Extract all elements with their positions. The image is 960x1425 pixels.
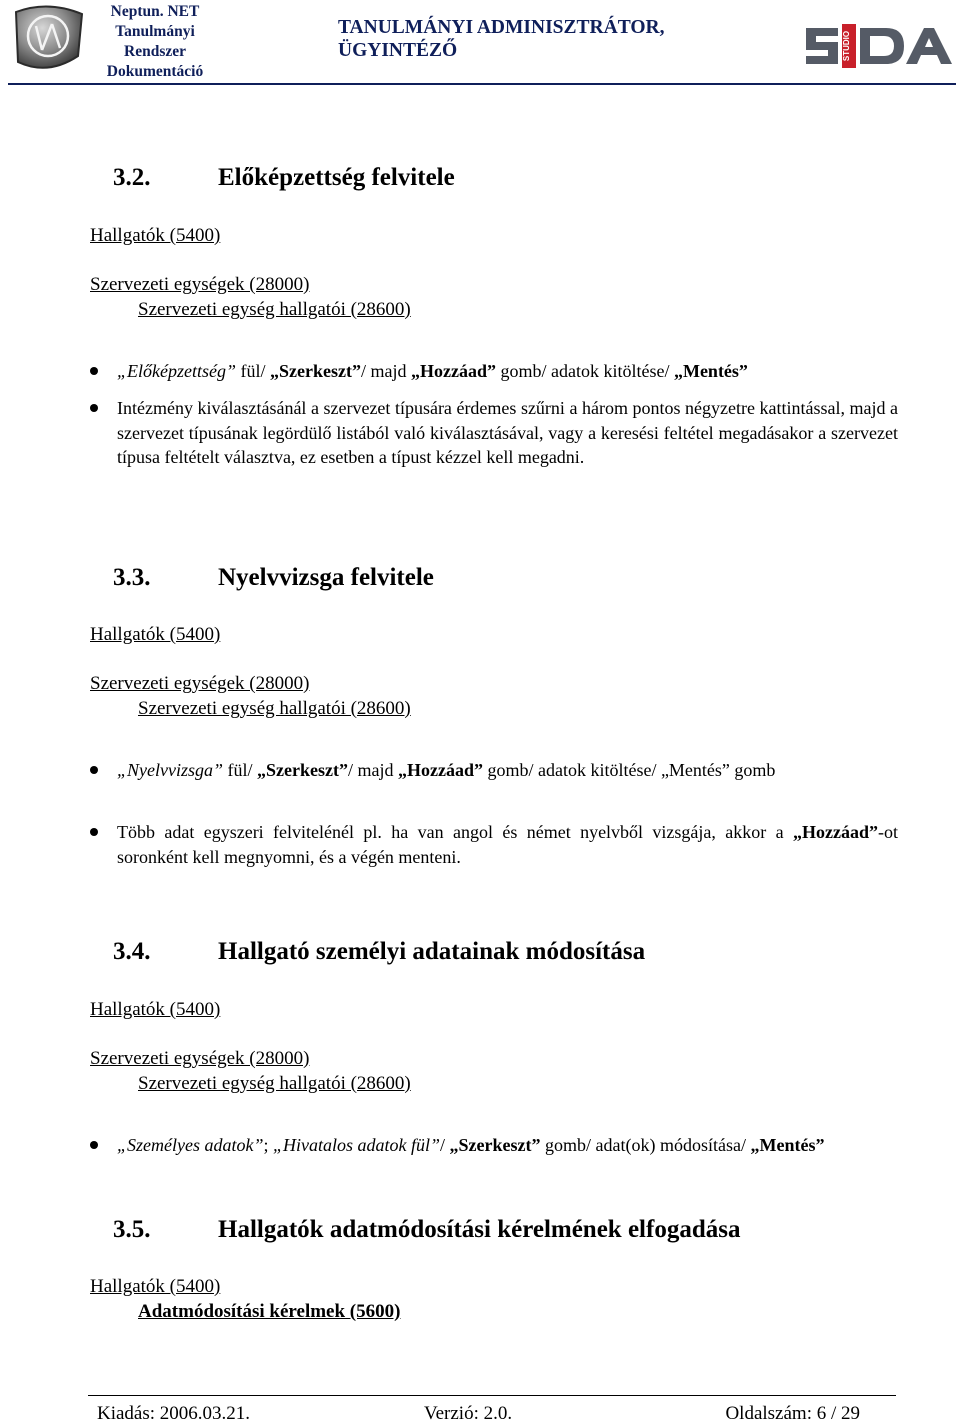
text-run: gomb/ adat(ok) módosítása/ <box>540 1135 751 1155</box>
list-item <box>90 359 898 384</box>
section-title: Előképzettség felvitele <box>218 164 455 191</box>
footer-issue-date: Kiadás: 2006.03.21. <box>97 1403 251 1424</box>
bullet-text <box>117 1133 898 1158</box>
nav-link-hallgatok[interactable]: Hallgatók (5400) <box>90 1276 221 1297</box>
nav-link-adatmodositasi-kerelmek[interactable]: Adatmódosítási kérelmek (5600) <box>138 1301 401 1322</box>
button-reference: „Szerkeszt” <box>449 1135 541 1155</box>
doc-title-line: Neptun. NET <box>110 3 200 20</box>
text-run: / majd <box>360 361 411 381</box>
nav-link-szervezeti-egysegek[interactable]: Szervezeti egységek (28000) <box>90 673 310 694</box>
bullet-icon <box>90 1141 98 1149</box>
button-reference: „Hozzáad” <box>793 822 878 842</box>
bullet-icon <box>90 367 98 375</box>
page-header <box>0 0 960 86</box>
bullet-text: Intézmény kiválasztásánál a szervezet típusára érdemes szűrni a három pontos négyzetre kattintással, majd a szervezet típusának legördülő listából való kiválasztásával, vagy a keresési feltétel megadásakor a szervezet típusa feltételt választva, ez esetben a típust kézzel kell megadni. <box>117 398 898 467</box>
section-number: 3.5. <box>113 1216 151 1243</box>
section-title: Hallgatók adatmódosítási kérelmének elfogadása <box>218 1216 741 1243</box>
list-item <box>90 396 898 470</box>
nav-link-szervezeti-egysegek[interactable]: Szervezeti egységek (28000) <box>90 1048 310 1069</box>
tab-reference: „Nyelvvizsga” <box>117 760 223 780</box>
text-run: / <box>440 1135 450 1155</box>
doc-title-line: Dokumentáció <box>106 63 204 80</box>
text-run: gomb/ adatok kitöltése/ „Mentés” gomb <box>482 760 776 780</box>
button-reference: „Hozzáad” <box>397 760 483 780</box>
nav-link-hallgatok[interactable]: Hallgatók (5400) <box>90 225 221 246</box>
bullet-icon <box>90 766 98 774</box>
text-run: gomb/ adatok kitöltése/ <box>495 361 674 381</box>
footer-page-number: Oldalszám: 6 / 29 <box>725 1403 860 1424</box>
list-item <box>90 1133 898 1158</box>
neptun-logo-icon <box>8 4 88 74</box>
bullet-text <box>117 820 898 869</box>
list-item <box>90 758 898 783</box>
section-heading <box>113 163 455 193</box>
nav-link-szervezeti-egyseg-hallgatoi[interactable]: Szervezeti egység hallgatói (28600) <box>138 698 411 719</box>
section-heading <box>113 563 434 593</box>
document-title <box>96 2 214 82</box>
nav-link-szervezeti-egysegek[interactable]: Szervezeti egységek (28000) <box>90 274 310 295</box>
button-reference: „Mentés” <box>673 361 748 381</box>
section-heading <box>113 937 645 967</box>
tab-reference: „Előképzettség” <box>117 361 236 381</box>
header-divider <box>8 83 956 85</box>
section-heading <box>113 1215 740 1245</box>
role-title-line: ÜGYINTÉZŐ <box>338 40 458 61</box>
nav-link-szervezeti-egyseg-hallgatoi[interactable]: Szervezeti egység hallgatói (28600) <box>138 299 411 320</box>
footer-version: Verzió: 2.0. <box>424 1403 513 1424</box>
bullet-icon <box>90 828 98 836</box>
button-reference: „Mentés” <box>750 1135 825 1155</box>
text-run: Több adat egyszeri felvitelénél pl. ha van angol és német nyelvből vizsgája, akkor a <box>117 822 793 842</box>
nav-link-hallgatok[interactable]: Hallgatók (5400) <box>90 999 221 1020</box>
doc-title-line: Rendszer <box>124 43 186 60</box>
tab-reference: „Személyes adatok” <box>117 1135 264 1155</box>
bullet-text <box>117 758 898 783</box>
sda-studio-logo-icon <box>800 14 958 76</box>
text-run: / majd <box>347 760 398 780</box>
section-number: 3.2. <box>113 164 151 191</box>
section-number: 3.3. <box>113 564 151 591</box>
text-run: -ot soronként kell megnyomni, és a végén menteni. <box>117 822 898 867</box>
button-reference: „Hozzáad” <box>410 361 496 381</box>
button-reference: „Szerkeszt” <box>270 361 361 381</box>
role-title-line: TANULMÁNYI ADMINISZTRÁTOR, <box>338 17 665 38</box>
list-item <box>90 820 898 869</box>
header-role-title <box>338 16 664 62</box>
tab-reference: „Hivatalos adatok fül” <box>273 1135 441 1155</box>
bullet-text <box>117 359 898 384</box>
brand-sub-text: STUDIO <box>842 30 851 62</box>
bullet-icon <box>90 404 98 412</box>
section-number: 3.4. <box>113 938 151 965</box>
nav-link-szervezeti-egyseg-hallgatoi[interactable]: Szervezeti egység hallgatói (28600) <box>138 1073 411 1094</box>
section-title: Nyelvvizsga felvitele <box>218 564 434 591</box>
doc-title-line: Tanulmányi <box>115 23 195 40</box>
text-run: ; <box>263 1135 273 1155</box>
text-run: fül/ <box>223 760 257 780</box>
section-title: Hallgató személyi adatainak módosítása <box>218 938 646 965</box>
text-run: fül/ <box>236 361 270 381</box>
button-reference: „Szerkeszt” <box>257 760 348 780</box>
footer-divider <box>88 1395 896 1396</box>
nav-link-hallgatok[interactable]: Hallgatók (5400) <box>90 624 221 645</box>
